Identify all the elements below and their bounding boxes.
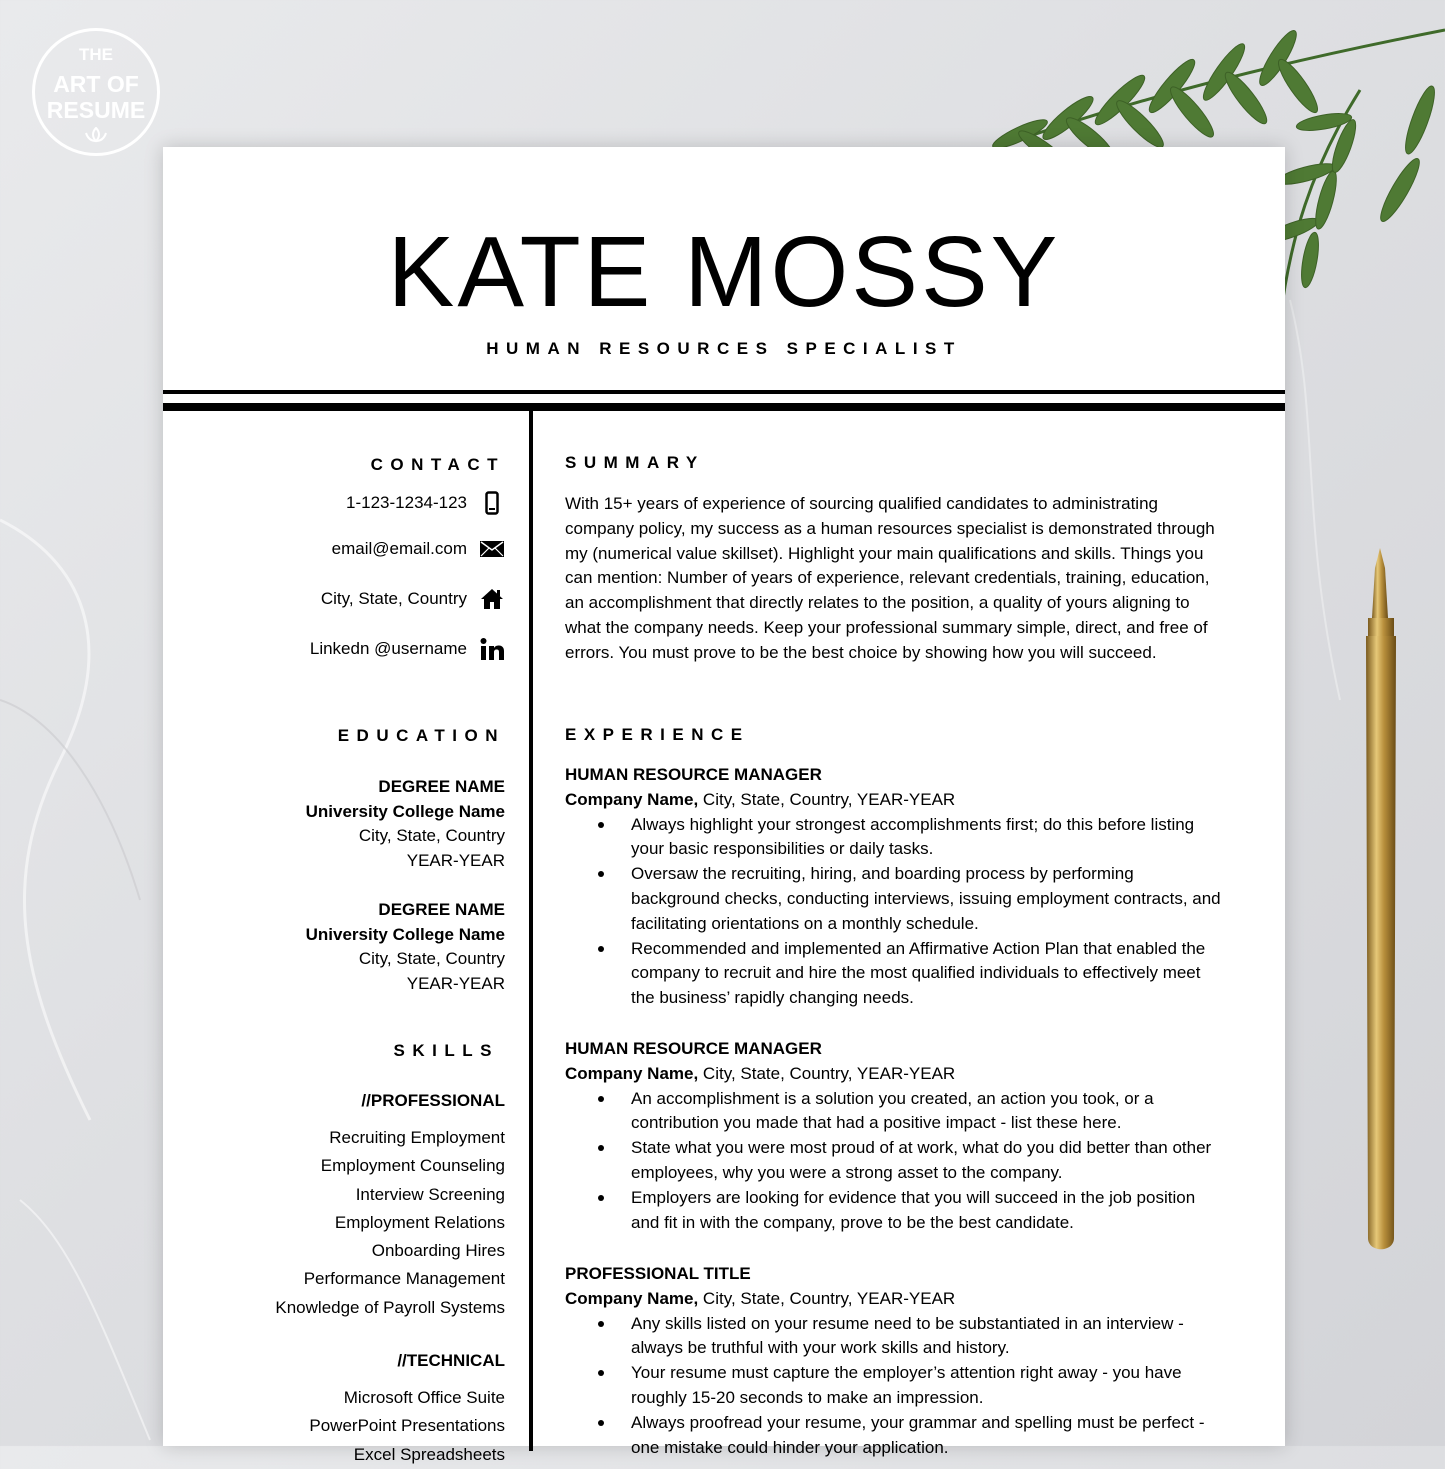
job-bullets [565,813,1225,1011]
contact-linkedin [310,638,505,660]
experience-entry [565,1262,1225,1460]
professional-skills-label: //PROFESSIONAL [361,1091,505,1110]
email-text: email@email.com [331,539,467,558]
experience-heading: EXPERIENCE [565,725,750,744]
job-role: HUMAN RESOURCE MANAGER [565,1039,822,1058]
job-role: HUMAN RESOURCE MANAGER [565,765,822,784]
skill-item: Microsoft Office Suite [343,1388,505,1407]
degree-name: DEGREE NAME [378,900,505,919]
job-company-line [565,1062,1225,1087]
location-text: City, State, Country [320,589,467,608]
skill-item: Interview Screening [355,1184,505,1204]
job-company: Company Name, [565,1063,699,1083]
job-company: Company Name, [565,789,699,809]
school-name: University College Name [305,801,505,821]
technical-skills-list [309,1384,505,1469]
home-icon [479,588,505,610]
education-entry [306,898,505,996]
linkedin-text: Linkedn @username [309,639,467,658]
summary-heading: SUMMARY [565,453,705,472]
job-bullet: Your resume must capture the employer’s attention right away - you have roughly 15-20 seconds to make an impression. [565,1361,1225,1411]
job-bullet: Recommended and implemented an Affirmative Action Plan that enabled the company to recruit and hire the most qualified individuals to effectively meet the business’ rapidly changing needs. [565,937,1225,1011]
skill-item: Recruiting Employment [329,1128,505,1147]
contact-location [321,588,505,610]
brand-line-1: THE [79,45,113,64]
resume-title: HUMAN RESOURCES SPECIALIST [486,339,962,358]
job-role: PROFESSIONAL TITLE [565,1264,751,1283]
contact-heading: CONTACT [370,455,505,474]
school-name: University College Name [305,924,505,944]
skill-item: Employment Counseling [320,1156,505,1176]
job-bullet: Employers are looking for evidence that you will succeed in the job position and fit in with the company, prove to be the best candidate. [565,1186,1225,1236]
job-bullet: State what you were most proud of at work, what do you did better than other employees, why you were a strong asset to the company. [565,1136,1225,1186]
skill-item: PowerPoint Presentations [309,1416,505,1436]
professional-skills-list [275,1124,505,1322]
education-entry [306,775,505,873]
experience-entry [565,1037,1225,1235]
job-company: Company Name, [565,1288,699,1308]
skills-heading: SKILLS [393,1041,499,1060]
job-bullet: Always highlight your strongest accomplishments first; do this before listing your basic responsibilities or daily tasks. [565,813,1225,863]
skill-item: Performance Management [303,1269,505,1289]
job-company-line [565,1287,1225,1312]
job-bullet: Always proofread your resume, your grammar and spelling must be perfect - one mistake could hinder your application. [565,1411,1225,1461]
brand-line-2: ART OF [53,71,139,97]
job-bullets [565,1087,1225,1236]
skill-item: Excel Spreadsheets [353,1444,505,1464]
degree-years: YEAR-YEAR [406,973,505,993]
experience-entry [565,763,1225,1011]
contact-email [332,539,505,559]
mail-icon [479,541,505,557]
linkedin-icon [479,638,505,660]
job-details: City, State, Country, YEAR-YEAR [698,1288,956,1308]
phone-text: 1-123-1234-123 [346,493,467,512]
school-location: City, State, Country [358,826,505,845]
job-details: City, State, Country, YEAR-YEAR [698,1063,956,1083]
job-bullet: Any skills listed on your resume need to be substantiated in an interview - always be truthful with your work skills and history. [565,1312,1225,1362]
education-heading: EDUCATION [337,726,505,745]
resume-page [163,147,1285,1464]
degree-name: DEGREE NAME [378,777,505,796]
skill-item: Onboarding Hires [371,1241,505,1261]
brand-line-3: RESUME [46,97,146,123]
lotus-icon [84,127,108,143]
gold-pen-decoration [1330,548,1430,1268]
job-company-line [565,788,1225,813]
technical-skills-label: //TECHNICAL [397,1351,505,1370]
header-rule-thin [163,390,1285,394]
brand-logo [32,28,160,156]
header-rule-thick [163,403,1285,411]
job-details: City, State, Country, YEAR-YEAR [698,789,956,809]
phone-icon [479,491,505,515]
job-bullet: Oversaw the recruiting, hiring, and boarding process by performing background checks, conducting interviews, issuing employment contracts, and facilitating orientations on a monthly schedule. [565,862,1225,936]
skill-item: Employment Relations [334,1212,505,1232]
job-bullet: An accomplishment is a solution you created, an action you took, or a contribution you made that had a positive impact - list these here. [565,1087,1225,1137]
skill-item: Knowledge of Payroll Systems [275,1297,505,1317]
summary-text: With 15+ years of experience of sourcing qualified candidates to administrating company policy, my success as a human resources specialist is demonstrated through my (numerical value skillset). Highlight your main qualifications and skills. Things you can mention: Number of years of experience, relevant credentials, training, education, an accomplishment that directly relates to the position, a quality of yours aligning to what the company needs. Keep your professional summary simple, direct, and free of errors. You must prove to be the best choice by showing how you will succeed. [565,494,1215,662]
degree-years: YEAR-YEAR [406,850,505,870]
job-bullets [565,1312,1225,1461]
resume-name: KATE MOSSY [387,216,1061,328]
school-location: City, State, Country [358,949,505,968]
contact-phone [346,491,505,515]
column-divider [529,411,533,1451]
